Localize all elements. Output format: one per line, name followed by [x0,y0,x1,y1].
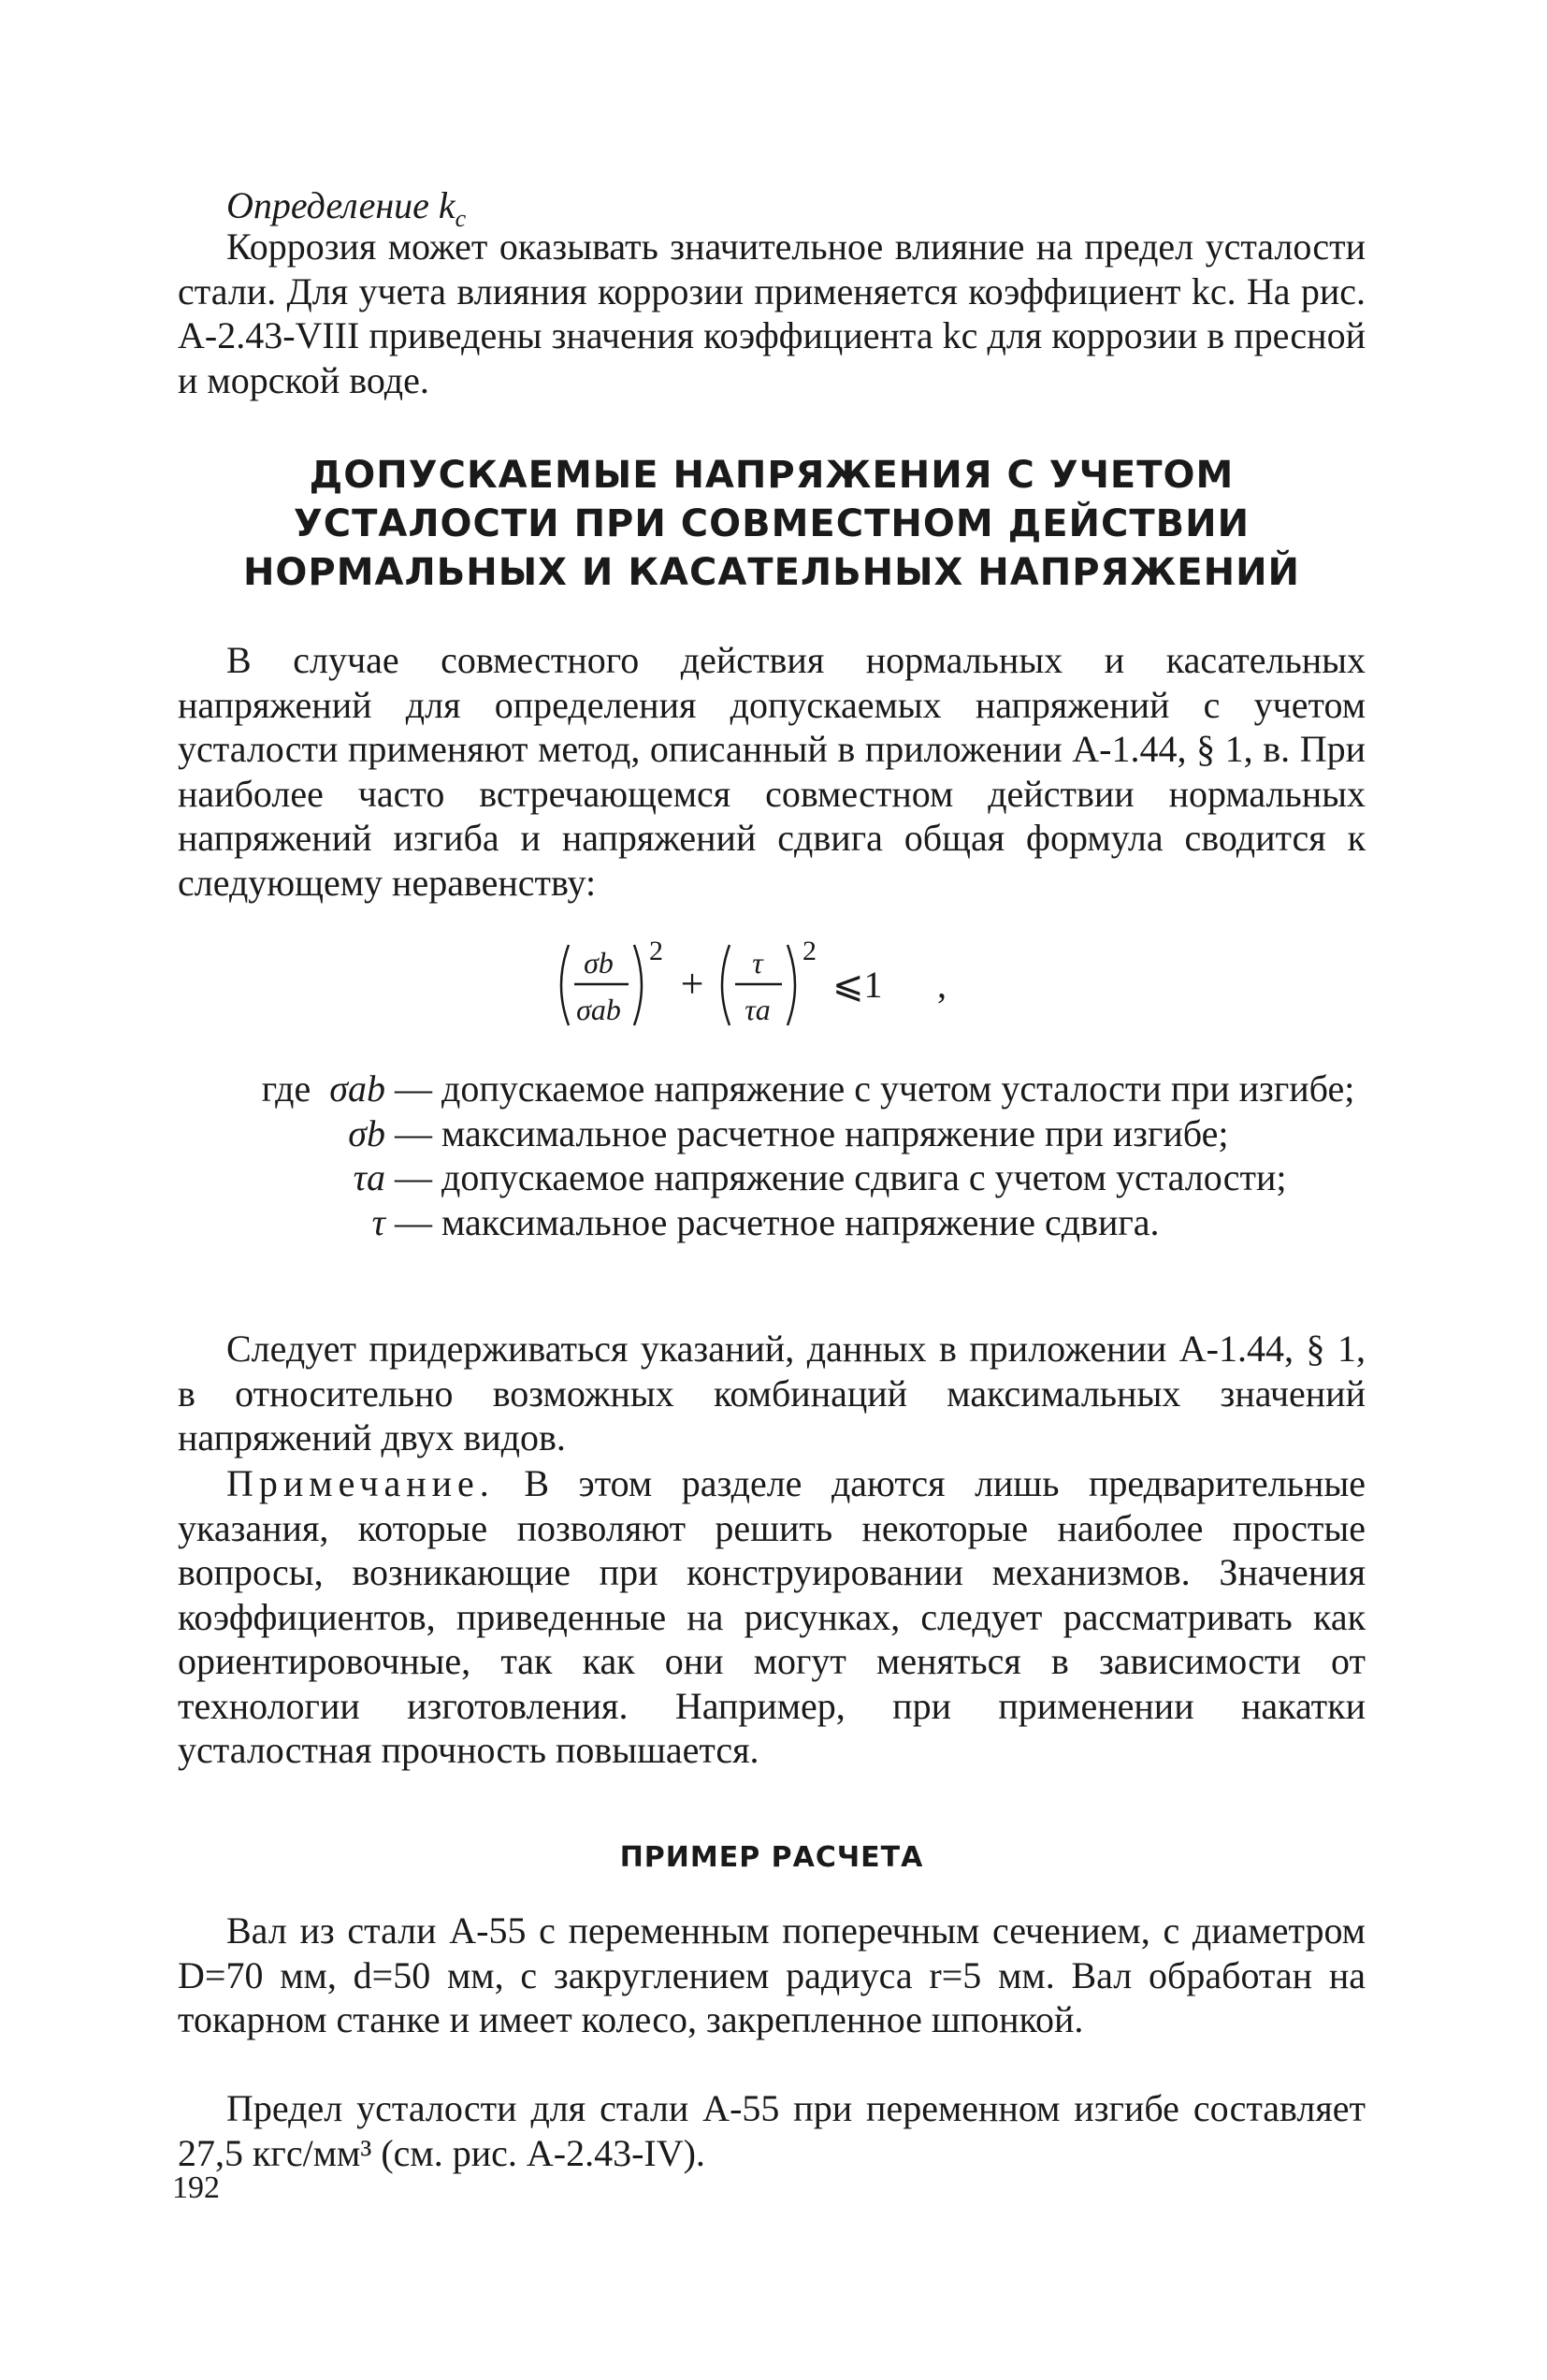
follow-paragraph: Следует придерживаться указаний, данных в приложении А-1.44, § 1, в относительно возможных комбинаций максимальных значений напряжений двух видов. [178,1328,1366,1458]
definition-text: допускаемое напряжение сдвига с учетом усталости; [441,1156,1287,1198]
definition-text: допускаемое напряжение с учетом усталости при изгибе; [441,1067,1355,1110]
definition-symbol: τ [371,1200,385,1243]
definition-row: τa — допускаемое напряжение сдвига с учетом усталости; [178,1155,1366,1200]
corrosion-paragraph: Коррозия может оказывать значительное влияние на предел усталости стали. Для учета влияния коррозии применяется коэффициент kc. На рис. А-2.43-VIII приведены значения коэффициента kc для коррозии в пресной и морской воде. [178,225,1366,401]
example-paragraph-1: Вал из стали А-55 с переменным поперечным сечением, с диаметром D=70 мм, d=50 мм, с закруглением радиуса r=5 мм. Вал обработан на токарном станке и имеет колесо, закрепленное шпонкой. [178,1909,1366,2040]
heading-line-3: НОРМАЛЬНЫХ И КАСАТЕЛЬНЫХ НАПРЯЖЕНИЙ [242,551,1301,594]
heading-line-1: ДОПУСКАЕМЫЕ НАПРЯЖЕНИЯ С УЧЕТОМ [309,454,1235,497]
definition-symbol: где σab [261,1067,385,1110]
definition-symbol: τa [353,1156,385,1198]
note-paragraph: Примечание. В этом разделе даются лишь предварительные указания, которые позволяют решить некоторые наиболее простые вопросы, возникающие при конструировании механизмов. Значения коэффициентов, приведенные на рисунках, следует рассматривать как ориентировочные, так как они могут меняться в зависимости от технологии изготовления. Например, при применении накатки усталостная прочность повышается. [178,1462,1366,1771]
formula-exponent-1: 2 [649,936,663,966]
formula-exponent-2: 2 [802,936,817,966]
section-title: Определение $k_c$ [226,184,467,232]
formula-numerator-tau: τ [752,946,763,980]
fatigue-formula [552,934,1038,1037]
definition-row: τ — максимальное расчетное напряжение сдвига. [178,1200,1366,1245]
definition-row: где σab — допускаемое напряжение с учетом усталости при изгибе; [178,1067,1366,1111]
main-heading [178,451,1366,597]
formula-plus: + [680,961,704,1007]
formula-numerator-sigma-b: σb [584,946,614,980]
intro-paragraph: В случае совместного действия нормальных и касательных напряжений для определения допускаемых напряжений с учетом усталости применяют метод, описанный в приложении А-1.44, § 1, в. При наиболее часто встречающемся совместном действии нормальных напряжений изгиба и напряжений сдвига общая формула сводится к следующему неравенству: [178,639,1366,904]
formula-relation: ⩽1 [832,964,883,1006]
example-paragraph-2: Предел усталости для стали А-55 при переменном изгибе составляет 27,5 кгс/мм³ (см. рис. А-2.43-IV). [178,2087,1366,2174]
example-heading: ПРИМЕР РАСЧЕТА [619,1841,924,1874]
formula-denominator-tau-a: τa [745,993,771,1026]
definition-symbol: σb [348,1111,385,1154]
definitions-list [178,1067,1366,1244]
definition-text: максимальное расчетное напряжение при изгибе; [441,1111,1229,1154]
note-label: Примечание. [226,1462,495,1504]
heading-line-2: УСТАЛОСТИ ПРИ СОВМЕСТНОМ ДЕЙСТВИИ [293,502,1251,545]
definition-text: максимальное расчетное напряжение сдвига. [441,1200,1160,1243]
definition-row: σb — максимальное расчетное напряжение при изгибе; [178,1111,1366,1156]
formula-comma: , [937,964,947,1006]
formula-denominator-sigma-ab: σab [576,993,621,1026]
page-number: 192 [172,2170,220,2205]
